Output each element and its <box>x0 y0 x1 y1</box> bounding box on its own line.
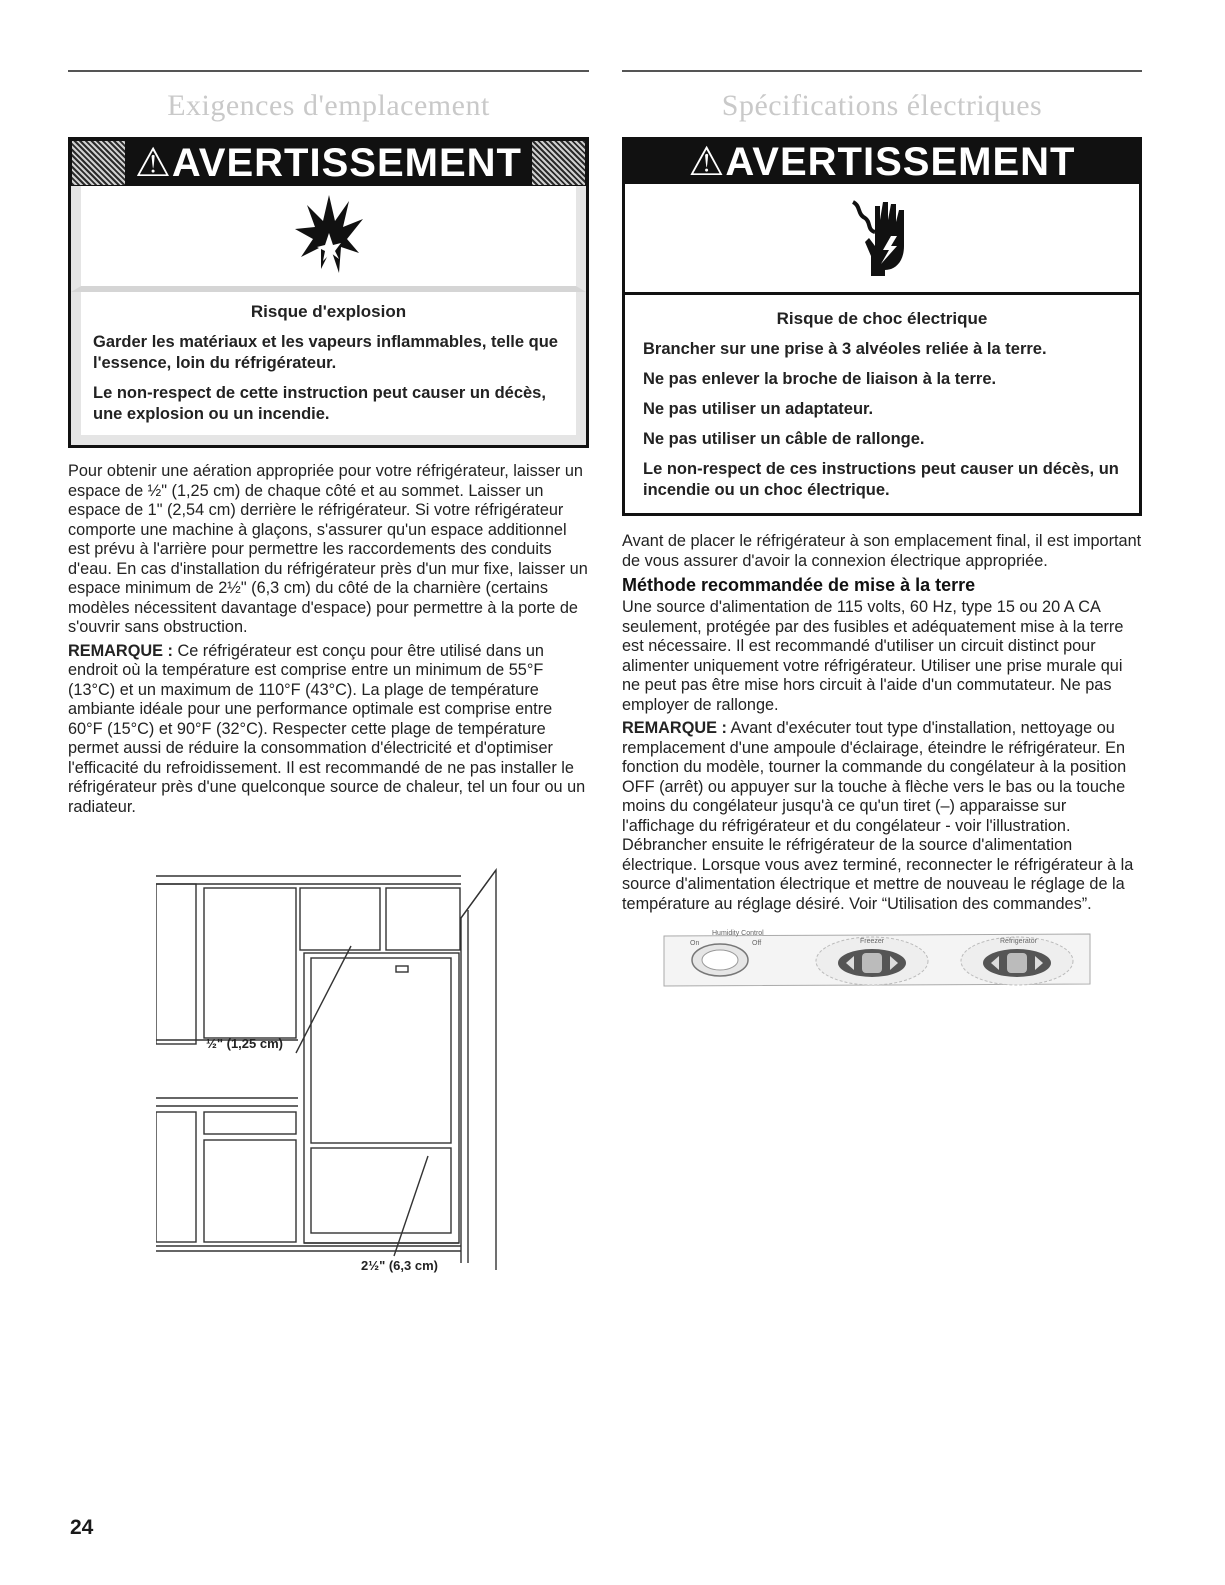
right-column <box>622 70 1142 992</box>
page-number: 24 <box>70 1516 94 1539</box>
warning-line: Ne pas utiliser un adaptateur. <box>643 400 874 418</box>
refrigerator-drawing <box>156 858 506 1278</box>
warning-header: ⚠AVERTISSEMENT <box>625 140 1139 184</box>
note-paragraph: REMARQUE : Avant d'exécuter tout type d'installation, nettoyage ou remplacement d'une ampoule d'éclairage, éteindre le réfrigérateur. En fonction du modèle, tourner la commande du congélateur à la position OFF (arrêt) ou appuyer sur la touche à flèche vers le bas ou la touche moins du congélateur jusqu'à ce qu'un tiret (–) apparaisse sur l'affichage du réfrigérateur et du congélateur - voir l'illustration. Débrancher ensuite le réfrigérateur de la source d'alimentation électrique. Lorsque vous avez terminé, reconnecter le réfrigérateur à la source d'alimentation électrique et mettre de nouveau le réglage de la température au réglage désiré. Voir “Utilisation des commandes”. <box>622 719 1134 913</box>
off-label: Off <box>752 940 762 947</box>
ventilation-paragraph: Pour obtenir une aération appropriée pour votre réfrigérateur, laisser un espace de ½" (1,25 cm) de chaque côté et au sommet. Laisser un espace de 1" (2,54 cm) derrière le réfrigérateur. Si votre réfrigérateur comporte une machine à glaçons, s'assurer qu'un espace additionnel est prévu à l'arrière pour permettre les raccordements des conduits d'eau. En cas d'installation du réfrigérateur près d'un mur fixe, laisser un espace minimum de 2½" (6,3 cm) du côté de la charnière (certains modèles nécessitent davantage d'espace) pour permettre à la porte de s'ouvrir sans obstruction. <box>68 462 588 636</box>
warning-line: Le non-respect de ces instructions peut causer un décès, un incendie ou un choc électrique. <box>643 460 1119 499</box>
grounding-paragraph: Une source d'alimentation de 115 volts, 60 Hz, type 15 ou 20 A CA seulement, protégée par des fusibles et adéquatement mise à la terre est nécessaire. Il est recommandé d'utiliser un circuit distinct pour alimenter uniquement votre réfrigérateur. Utiliser une prise murale qui ne peut pas être mise hors circuit à l'aide d'un commutateur. Ne pas employer de rallonge. <box>622 598 1124 714</box>
warning-header: ⚠AVERTISSEMENT <box>71 140 586 186</box>
warning-line: Ne pas enlever la broche de liaison à la terre. <box>643 370 997 388</box>
freezer-label: Freezer <box>860 938 885 945</box>
on-label: On <box>690 940 700 947</box>
electric-shock-icon <box>847 196 917 280</box>
control-panel-illustration <box>662 928 1092 992</box>
warning-triangle-icon: ⚠ <box>688 140 726 184</box>
warning-line: Ne pas utiliser un câble de rallonge. <box>643 430 925 448</box>
warning-line: Garder les matériaux et les vapeurs inflammables, telle que l'essence, loin du réfrigérateur. <box>93 333 558 372</box>
clearance-label-hinge: 2½" (6,3 cm) <box>361 1258 438 1273</box>
refrigerator-clearance-figure <box>156 858 506 1278</box>
warning-box-electric <box>622 137 1142 516</box>
warning-triangle-icon: ⚠ <box>135 141 172 185</box>
note-label: REMARQUE : <box>68 641 173 660</box>
left-column <box>68 70 589 821</box>
clearance-label-side: ½" (1,25 cm) <box>206 1036 283 1051</box>
section-title-location: Exigences d'emplacement <box>167 89 490 122</box>
section-title-electrical: Spécifications électriques <box>721 89 1043 122</box>
note-paragraph: REMARQUE : Ce réfrigérateur est conçu pour être utilisé dans un endroit où la température est comprise entre un minimum de 55°F (13°C) et un maximum de 110°F (43°C). La plage de température ambiante idéale pour une performance optimale est comprise entre 60°F (15°C) et 90°F (32°C). Respecter cette plage de température permet aussi de réduire la consommation d'électricité et d'optimiser l'efficacité du refroidissement. Il est recommandé de ne pas installer le réfrigérateur près d'une quelconque source de chaleur, tel un four ou un radiateur. <box>68 641 586 816</box>
warning-line: Brancher sur une prise à 3 alvéoles reliée à la terre. <box>643 340 1047 358</box>
section-rule <box>68 70 589 72</box>
note-label: REMARQUE : <box>622 719 727 737</box>
warning-risk: Risque d'explosion <box>250 302 407 321</box>
humidity-control-label: Humidity Control <box>712 930 764 937</box>
refrigerator-label: Refrigerator <box>1000 938 1037 945</box>
warning-box-explosion <box>68 137 589 448</box>
placement-paragraph: Avant de placer le réfrigérateur à son emplacement final, il est important de vous assurer d'avoir la connexion électrique appropriée. <box>622 532 1142 570</box>
section-rule <box>622 70 1142 72</box>
warning-risk: Risque de choc électrique <box>776 309 988 328</box>
grounding-subheading: Méthode recommandée de mise à la terre <box>622 575 976 595</box>
explosion-icon <box>293 193 365 279</box>
warning-line: Le non-respect de cette instruction peut causer un décès, une explosion ou un incendie. <box>93 384 546 423</box>
